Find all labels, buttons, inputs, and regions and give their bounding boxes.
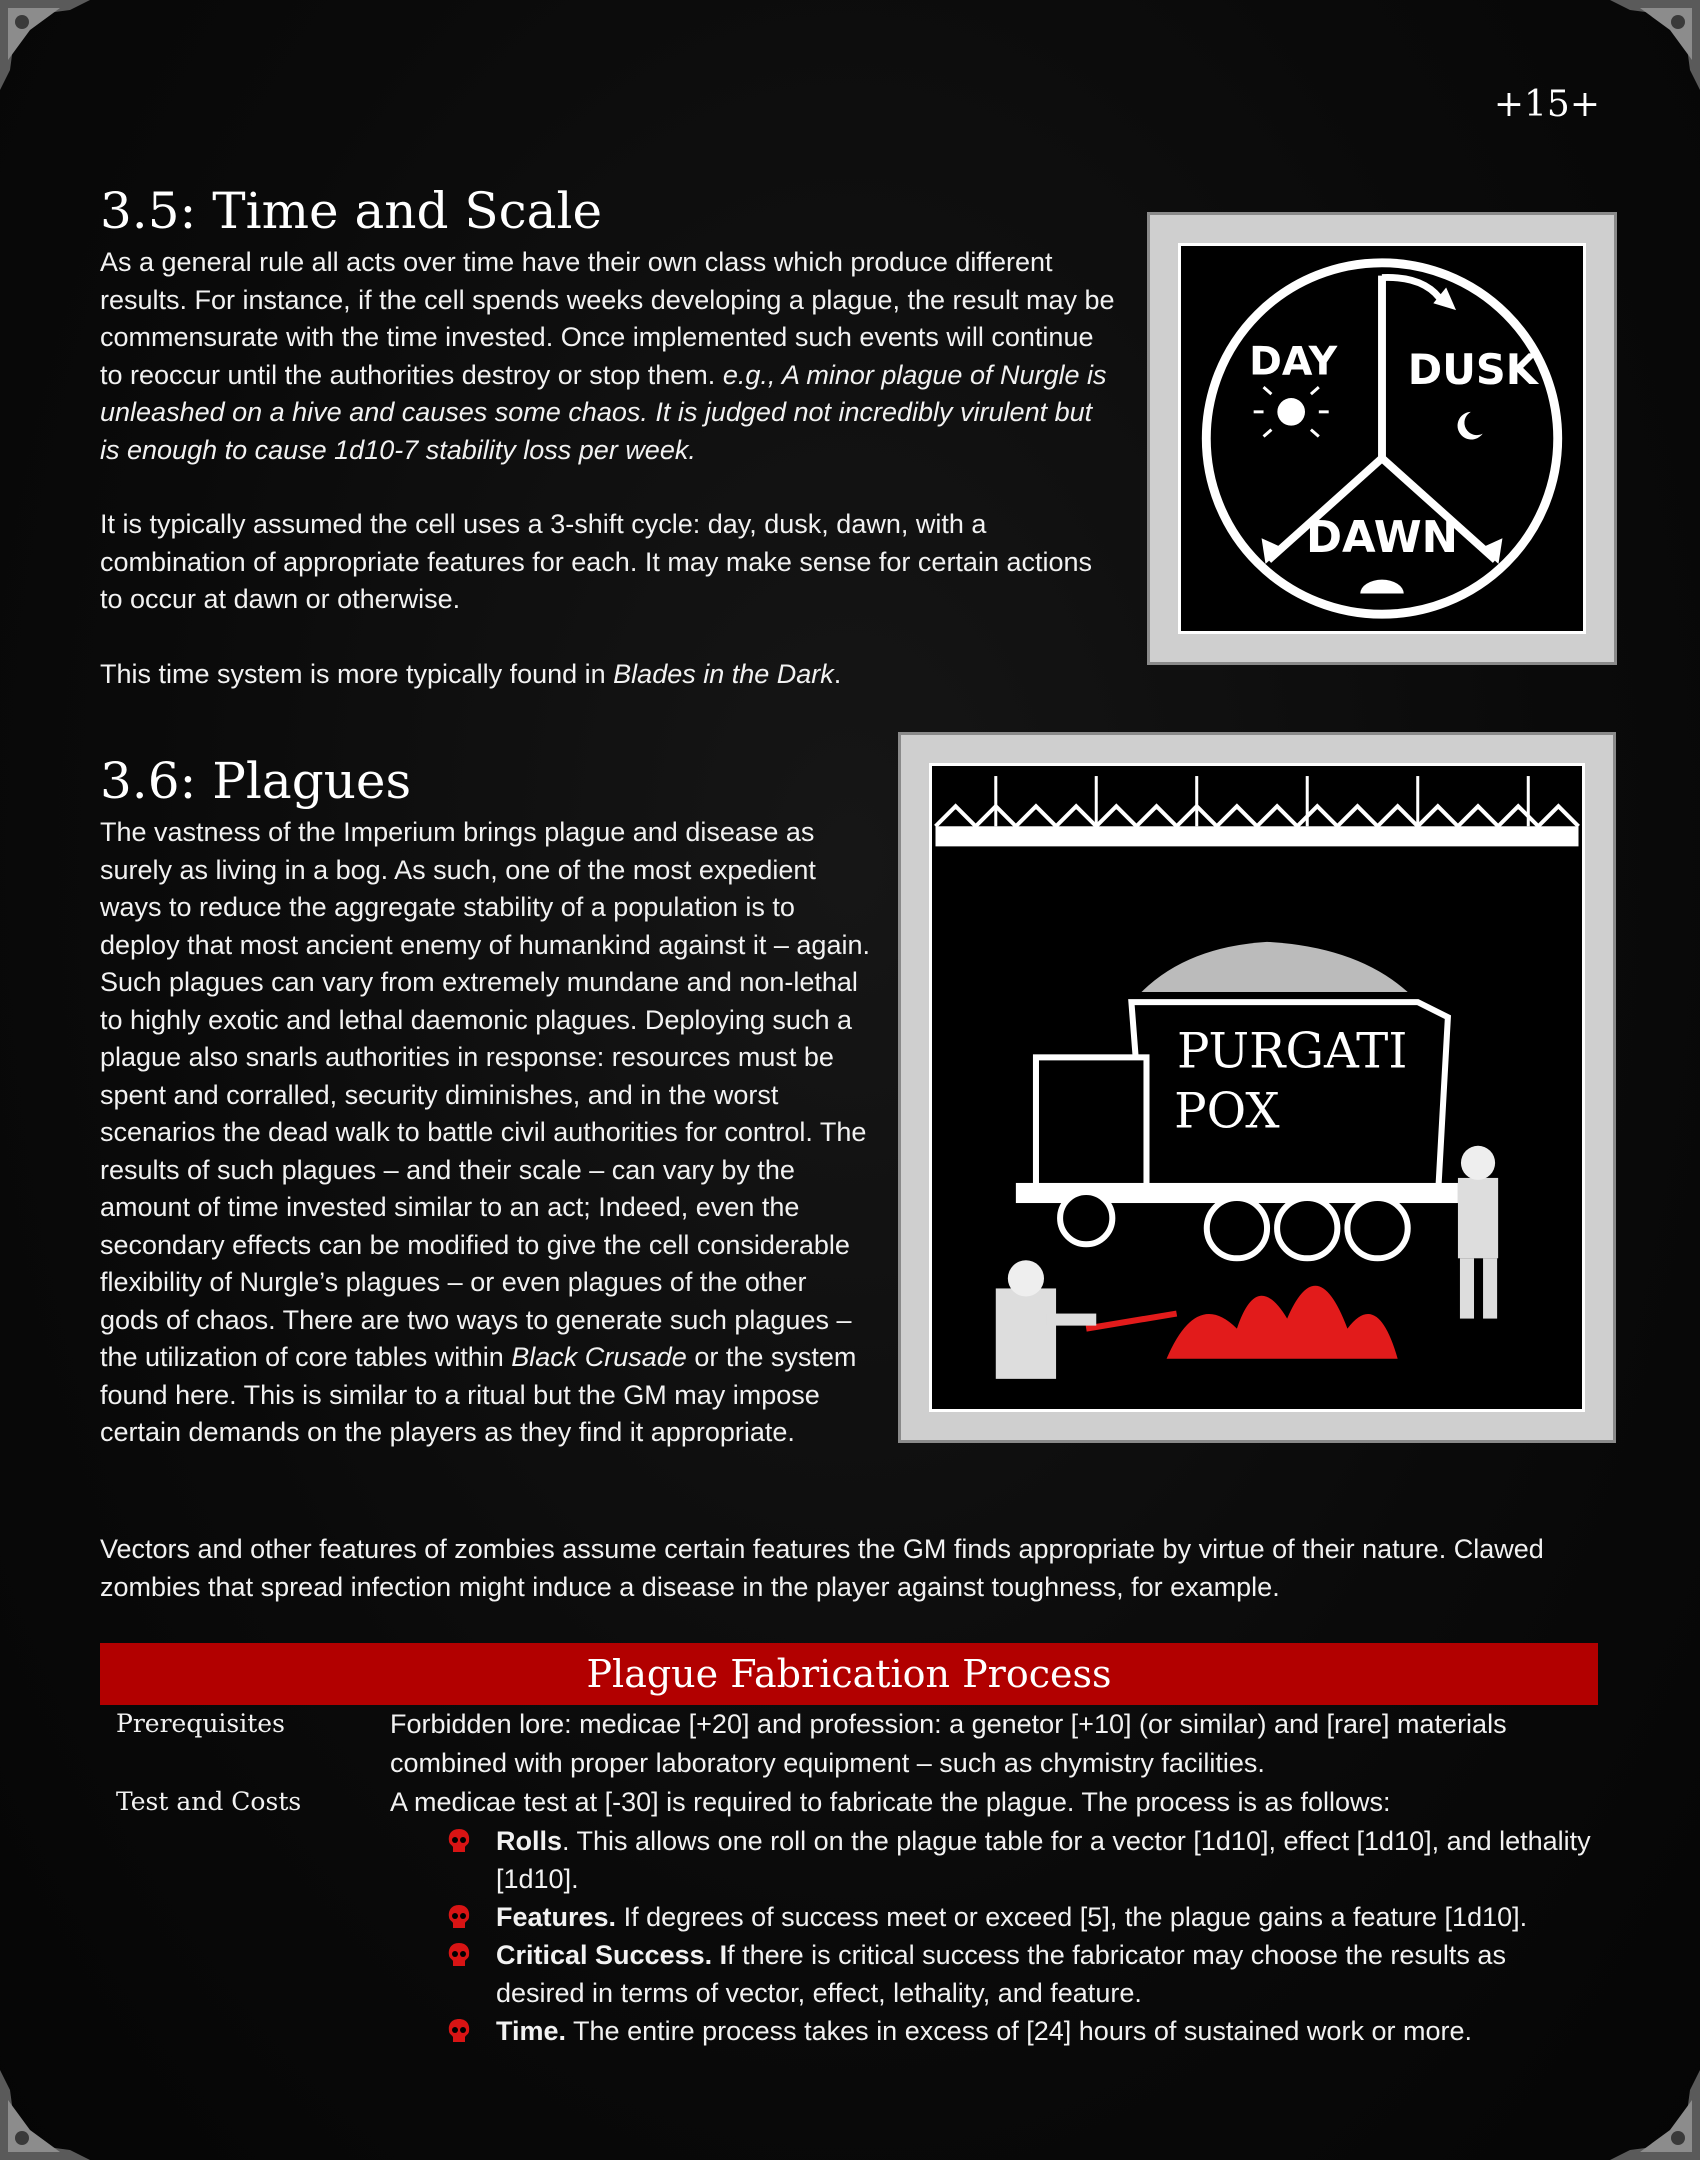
process-list — [390, 1822, 1598, 2050]
dawn-label: DAWN — [1306, 513, 1458, 564]
list-item: Time. The entire process takes in excess of [24] hours of sustained work or more. — [446, 2012, 1598, 2050]
day-dusk-dawn-illustration — [1147, 212, 1617, 665]
shift-cycle-diagram — [1181, 246, 1583, 631]
row-value: Forbidden lore: medicae [+20] and profession: a genetor [+10] (or similar) and [rare] materials combined with proper laboratory equipment – such as chymistry facilities. — [390, 1709, 1507, 1778]
paragraph: It is typically assumed the cell uses a 3-shift cycle: day, dusk, dawn, with a combination of appropriate features for each. It may make sense for certain actions to occur at dawn or otherwise. — [100, 509, 1093, 614]
plague-fabrication-table — [100, 1643, 1598, 2050]
list-item: Rolls. This allows one roll on the plague table for a vector [1d10], effect [1d10], and lethality [1d10]. — [446, 1822, 1598, 1898]
section-title: 3.6: Plagues — [100, 752, 412, 810]
section-time-and-scale — [100, 182, 1115, 693]
list-item: Features. If degrees of success meet or exceed [5], the plague gains a feature [1d10]. — [446, 1898, 1598, 1936]
row-label: Test and Costs — [116, 1787, 302, 1816]
corner-ornament-icon — [0, 2040, 120, 2160]
section-title: 3.5: Time and Scale — [100, 182, 603, 240]
paragraph: The vastness of the Imperium brings plague and disease as surely as living in a bog. As such, one of the most expedient ways to reduce the aggregate stability of a population is to deploy that most ancient enemy of humankind against it – again. Such plagues can vary from extremely mundane and non-lethal to highly exotic and lethal daemonic plagues. Deploying such a plague also snarls authorities in response: resources must be spent and corralled, security diminishes, and in the worst scenarios the dead walk to battle civil authorities for control. The results of such plagues – and their scale – can vary by the amount of time invested similar to an act; Indeed, even the secondary effects can be modified to give the cell considerable flexibility of Nurgle’s plagues – or even plagues of the other gods of chaos. There are two ways to generate such plagues – the utilization of core tables within Black Crusade or the system found here. This is similar to a ritual but the GM may impose certain demands on the players as they find it appropriate. — [100, 817, 870, 1447]
skull-icon — [446, 2018, 472, 2044]
corner-ornament-icon — [1580, 2040, 1700, 2160]
plague-train-drawing — [932, 766, 1582, 1409]
table-row — [100, 1783, 1598, 2050]
train-label-line1: PURGATI — [1176, 1023, 1408, 1080]
soldier-figure — [1458, 1146, 1498, 1319]
paragraph: This time system is more typically found in Blades in the Dark. — [100, 658, 842, 689]
table-row — [100, 1705, 1598, 1783]
soldier-figure — [996, 1260, 1096, 1379]
rising-sun-icon — [1360, 580, 1403, 594]
skull-icon — [446, 1828, 472, 1854]
sun-icon — [1254, 387, 1329, 436]
corner-ornament-icon — [0, 0, 120, 120]
moon-icon — [1458, 412, 1483, 440]
row-value: A medicae test at [-30] is required to fabricate the plague. The process is as follows: Rolls. This allows one roll on the plague table for a vector [1d10], effect [1d10], and lethality [1d10]. Features. If degrees of success meet or exceed [5], the plague gains a feature [1d10]. Critical Success. If there is critical success the fabricator may choose the results as desired in terms of vector, effect, lethality, and feature. Time. The entire process takes in excess of [24] hours of sustained work or more. — [390, 1783, 1598, 2050]
dusk-label: DUSK — [1407, 346, 1538, 395]
page-number: +15+ — [1493, 84, 1600, 125]
section-plagues — [100, 752, 870, 1452]
list-item: Critical Success. If there is critical success the fabricator may choose the results as desired in terms of vector, effect, lethality, and feature. — [446, 1936, 1598, 2012]
purgati-pox-illustration — [898, 732, 1616, 1443]
skull-icon — [446, 1904, 472, 1930]
table-title: Plague Fabrication Process — [100, 1643, 1598, 1705]
row-label: Prerequisites — [116, 1709, 285, 1738]
vectors-paragraph: Vectors and other features of zombies assume certain features the GM finds appropriate by virtue of their nature. Clawed zombies that spread infection might induce a disease in the player against toughness, for example. — [100, 1534, 1544, 1602]
day-label: DAY — [1249, 338, 1338, 385]
paragraph: As a general rule all acts over time have their own class which produce different results. For instance, if the cell spends weeks developing a plague, the result may be commensurate with the time invested. Once implemented such events will continue to reoccur until the authorities destroy or stop them. e.g., A minor plague of Nurgle is unleashed on a hive and causes some chaos. It is judged not incredibly virulent but is enough to cause 1d10-7 stability loss per week. — [100, 247, 1115, 465]
train-label-line2: POX — [1174, 1083, 1280, 1140]
skull-icon — [446, 1942, 472, 1968]
